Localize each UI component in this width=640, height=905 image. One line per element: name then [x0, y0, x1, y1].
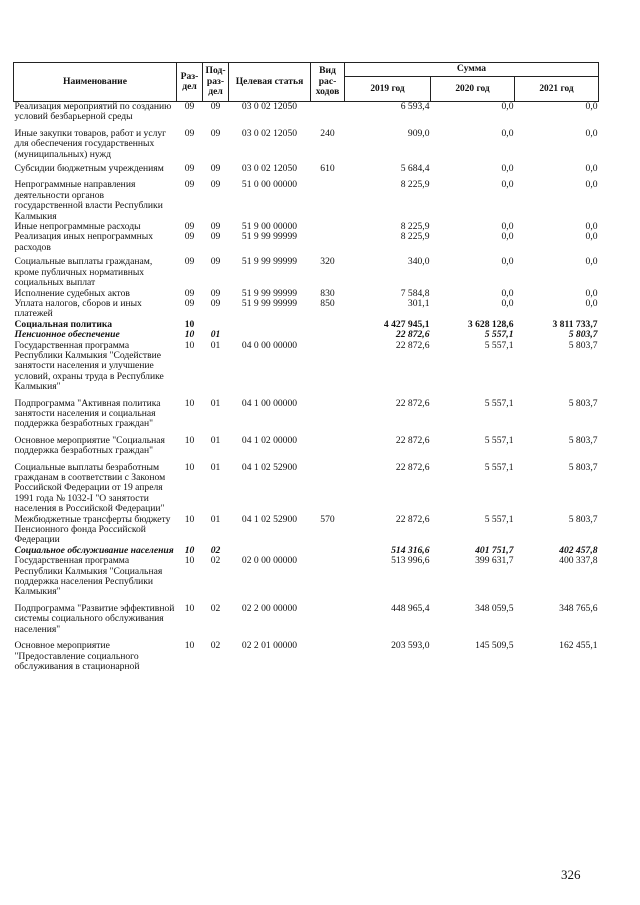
header-sum: Сумма: [345, 63, 599, 77]
row-podrazdel: 01: [210, 513, 221, 525]
row-razdel: 10: [184, 640, 195, 652]
row-value-2019: 8 225,9: [400, 231, 430, 243]
row-value-2020: 0,0: [501, 231, 514, 243]
row-value-2019: 22 872,6: [395, 339, 430, 351]
row-name: Социальные выплаты гражданам, кроме публичных нормативных социальных выплат: [14, 256, 153, 289]
row-podrazdel: 02: [210, 544, 221, 556]
row-name: Иные закупки товаров, работ и услуг для обеспечения государственных (муниципальных) нужд: [14, 127, 167, 160]
row-value-2019: 4 427 945,1: [383, 318, 430, 330]
row-value-2019: 203 593,0: [391, 640, 430, 652]
row-value-2020: 348 059,5: [475, 602, 514, 614]
row-razdel: 09: [184, 221, 195, 233]
header-expense-type: Вид рас-ходов: [311, 63, 345, 102]
row-value-2019: 22 872,6: [395, 434, 430, 446]
row-target-article: [229, 320, 311, 330]
row-name: Межбюджетные трансферты бюджету Пенсионного фонда Российской Федерации: [14, 513, 171, 546]
row-expense-type: 850: [320, 297, 335, 309]
row-podrazdel: 01: [210, 434, 221, 446]
row-name: Уплата налогов, сборов и иных платежей: [14, 297, 142, 320]
row-value-2019: 22 872,6: [395, 397, 430, 409]
budget-table: [13, 62, 599, 672]
row-expense-type: [311, 341, 345, 393]
row-razdel: 10: [184, 555, 195, 567]
row-value-2020: 0,0: [501, 163, 514, 175]
row-name: Социальная политика: [14, 318, 113, 330]
row-value-2020: 401 751,7: [475, 544, 514, 556]
row-target-article: 51 0 00 00000: [241, 179, 298, 191]
table-row: [14, 463, 599, 515]
row-target-article: 04 1 02 00000: [241, 434, 298, 446]
table-row: [14, 232, 599, 253]
row-expense-type: [311, 604, 345, 635]
row-value-2021: 0,0: [585, 221, 598, 233]
table-header: [14, 63, 599, 102]
row-expense-type: [311, 102, 345, 123]
table-row: [14, 164, 599, 174]
row-target-article: 02 2 01 00000: [241, 640, 298, 652]
row-value-2021: 0,0: [585, 297, 598, 309]
header-podrazdel: Под-раз-дел: [203, 63, 229, 102]
row-razdel: 09: [184, 256, 195, 268]
row-value-2021: 3 811 733,7: [552, 318, 598, 330]
row-podrazdel: 02: [210, 640, 221, 652]
row-target-article: 51 9 99 99999: [241, 287, 298, 299]
row-value-2021: 0,0: [585, 179, 598, 191]
row-razdel: 09: [184, 163, 195, 175]
row-target-article: 04 0 00 00000: [241, 339, 298, 351]
header-year-2021: 2021 год: [515, 77, 599, 102]
header-year-2020: 2020 год: [431, 77, 515, 102]
row-value-2019: 6 593,4: [400, 101, 430, 112]
row-value-2021: 5 803,7: [568, 329, 598, 341]
row-value-2020: 145 509,5: [475, 640, 514, 652]
row-value-2020: 399 631,7: [475, 555, 514, 567]
row-razdel: 10: [184, 544, 195, 556]
row-value-2020: 5 557,1: [484, 461, 514, 473]
row-name: Исполнение судебных актов: [14, 287, 130, 299]
row-target-article: 04 1 00 00000: [241, 397, 298, 409]
row-value-2021: 0,0: [585, 163, 598, 175]
row-podrazdel: 09: [210, 127, 221, 139]
row-value-2020: 0,0: [501, 179, 514, 191]
row-target-article: 03 0 02 12050: [241, 127, 298, 139]
row-value-2019: 8 225,9: [400, 221, 430, 233]
row-name: Пенсионное обеспечение: [14, 329, 120, 341]
header-year-2019: 2019 год: [345, 77, 431, 102]
row-value-2019: 22 872,6: [395, 461, 430, 473]
row-name: Социальные выплаты безработным гражданам в соответствии с Законом Российской Федерации от 19 апреля 1991 года № 1032-I "О занятости населения в Российской Федерации": [14, 461, 166, 515]
row-podrazdel: 02: [210, 602, 221, 614]
table-row: [14, 129, 599, 160]
row-podrazdel: 09: [210, 101, 221, 112]
row-name: Основное мероприятие "Предоставление социального обслуживания в стационарной: [14, 640, 140, 672]
row-razdel: 09: [184, 297, 195, 309]
row-value-2020: 0,0: [501, 221, 514, 233]
row-value-2020: 0,0: [501, 287, 514, 299]
row-value-2020: 5 557,1: [484, 397, 514, 409]
row-value-2019: 22 872,6: [395, 329, 430, 341]
row-target-article: 51 9 99 99999: [241, 297, 298, 309]
row-razdel: 09: [184, 101, 195, 112]
row-target-article: 51 9 00 00000: [241, 221, 298, 233]
table-row: [14, 330, 599, 340]
row-value-2020: 5 557,1: [484, 434, 514, 446]
row-expense-type: [311, 641, 345, 672]
row-value-2021: 0,0: [585, 101, 598, 112]
row-target-article: [229, 330, 311, 340]
row-value-2020: 0,0: [501, 101, 514, 112]
table-row: [14, 257, 599, 288]
row-expense-type: 610: [320, 163, 335, 175]
row-razdel: 09: [184, 231, 195, 243]
row-razdel: 10: [184, 397, 195, 409]
row-podrazdel: 09: [210, 256, 221, 268]
row-value-2021: 400 337,8: [559, 555, 598, 567]
row-podrazdel: 01: [210, 329, 221, 341]
row-value-2020: 5 557,1: [484, 339, 514, 351]
row-target-article: 51 9 99 99999: [241, 231, 298, 243]
row-razdel: 10: [184, 339, 195, 351]
row-razdel: 10: [184, 434, 195, 446]
row-target-article: 03 0 02 12050: [241, 163, 298, 175]
row-podrazdel: 01: [210, 339, 221, 351]
row-value-2019: 909,0: [407, 127, 430, 139]
row-podrazdel: 01: [210, 397, 221, 409]
header-target-article: Целевая статья: [229, 63, 311, 102]
row-value-2021: 5 803,7: [568, 339, 598, 351]
row-razdel: 09: [184, 287, 195, 299]
row-name: Подпрограмма "Развитие эффективной системы социального обслуживания населения": [14, 602, 175, 635]
table-body: [14, 102, 599, 673]
row-name: Субсидии бюджетным учреждениям: [14, 163, 164, 175]
row-name: Реализация мероприятий по созданию условий безбарьерной среды: [14, 101, 172, 123]
row-podrazdel: 09: [210, 163, 221, 175]
row-value-2020: 0,0: [501, 297, 514, 309]
table-row: [14, 556, 599, 598]
row-value-2021: 348 765,6: [559, 602, 598, 614]
table-row: [14, 641, 599, 672]
row-target-article: 02 2 00 00000: [241, 602, 298, 614]
row-value-2020: 5 557,1: [484, 329, 514, 341]
row-expense-type: [311, 222, 345, 232]
row-name: Социальное обслуживание населения: [14, 544, 174, 556]
row-expense-type: 320: [320, 256, 335, 268]
table-row: [14, 299, 599, 320]
row-target-article: 51 9 99 99999: [241, 256, 298, 268]
row-value-2021: 162 455,1: [559, 640, 598, 652]
row-expense-type: 570: [320, 513, 335, 525]
row-value-2019: 7 584,8: [400, 287, 430, 299]
row-value-2020: 0,0: [501, 127, 514, 139]
row-target-article: 04 1 02 52900: [241, 513, 298, 525]
row-podrazdel: 09: [210, 221, 221, 233]
row-podrazdel: 09: [210, 179, 221, 191]
row-value-2019: 448 965,4: [391, 602, 430, 614]
row-name: Иные непрограммные расходы: [14, 221, 141, 233]
page-number: 326: [561, 867, 581, 882]
row-value-2021: 5 803,7: [568, 434, 598, 446]
table-row: [14, 604, 599, 635]
row-value-2021: 0,0: [585, 231, 598, 243]
row-name: Реализация иных непрограммных расходов: [14, 231, 154, 253]
table-row: [14, 180, 599, 222]
row-expense-type: [311, 556, 345, 598]
row-expense-type: [311, 546, 345, 556]
table-row: [14, 102, 599, 123]
row-razdel: 10: [184, 329, 195, 341]
row-value-2020: 0,0: [501, 256, 514, 268]
row-value-2019: 5 684,4: [400, 163, 430, 175]
row-value-2021: 5 803,7: [568, 461, 598, 473]
row-expense-type: [311, 436, 345, 457]
row-razdel: 10: [184, 318, 195, 330]
row-name: Подпрограмма "Активная политика занятости населения и социальная поддержка безработных граждан": [14, 397, 161, 430]
table-row: [14, 399, 599, 430]
row-value-2021: 5 803,7: [568, 397, 598, 409]
row-name: Государственная программа Республики Калмыкия "Содействие занятости населения и улучшение условий, охраны труда в Республике Калмыкия": [14, 339, 164, 393]
row-podrazdel: 01: [210, 461, 221, 473]
row-expense-type: [311, 463, 345, 515]
row-value-2019: 8 225,9: [400, 179, 430, 191]
header-razdel: Раз-дел: [177, 63, 203, 102]
row-target-article: 03 0 02 12050: [241, 101, 298, 112]
row-target-article: 02 0 00 00000: [241, 555, 298, 567]
row-name: Непрограммные направления деятельности органов государственной власти Республики Калмыкия: [14, 179, 163, 222]
row-value-2021: 5 803,7: [568, 513, 598, 525]
table-row: [14, 341, 599, 393]
row-expense-type: [311, 330, 345, 340]
row-expense-type: [311, 232, 345, 253]
row-name: Государственная программа Республики Калмыкия "Социальная поддержка населения Республики Калмыкия": [14, 555, 163, 598]
row-razdel: 10: [184, 461, 195, 473]
row-podrazdel: 09: [210, 287, 221, 299]
row-value-2019: 514 316,6: [391, 544, 430, 556]
row-target-article: 04 1 02 52900: [241, 461, 298, 473]
row-name: Основное мероприятие "Социальная поддержка безработных граждан": [14, 434, 165, 457]
row-expense-type: 240: [320, 127, 335, 139]
row-podrazdel: 09: [210, 231, 221, 243]
row-value-2019: 301,1: [407, 297, 430, 309]
table-row: [14, 436, 599, 457]
row-expense-type: [311, 320, 345, 330]
row-razdel: 10: [184, 602, 195, 614]
row-razdel: 09: [184, 179, 195, 191]
row-value-2020: 5 557,1: [484, 513, 514, 525]
row-razdel: 09: [184, 127, 195, 139]
row-value-2021: 0,0: [585, 127, 598, 139]
table-row: [14, 515, 599, 546]
row-value-2019: 340,0: [407, 256, 430, 268]
row-expense-type: 830: [320, 287, 335, 299]
row-value-2019: 22 872,6: [395, 513, 430, 525]
row-podrazdel: 09: [210, 297, 221, 309]
row-expense-type: [311, 180, 345, 222]
row-podrazdel: 02: [210, 555, 221, 567]
row-expense-type: [311, 399, 345, 430]
row-value-2021: 402 457,8: [559, 544, 598, 556]
row-razdel: 10: [184, 513, 195, 525]
row-value-2021: 0,0: [585, 287, 598, 299]
row-value-2021: 0,0: [585, 256, 598, 268]
row-value-2019: 513 996,6: [391, 555, 430, 567]
header-name: Наименование: [14, 63, 177, 102]
row-value-2020: 3 628 128,6: [467, 318, 514, 330]
